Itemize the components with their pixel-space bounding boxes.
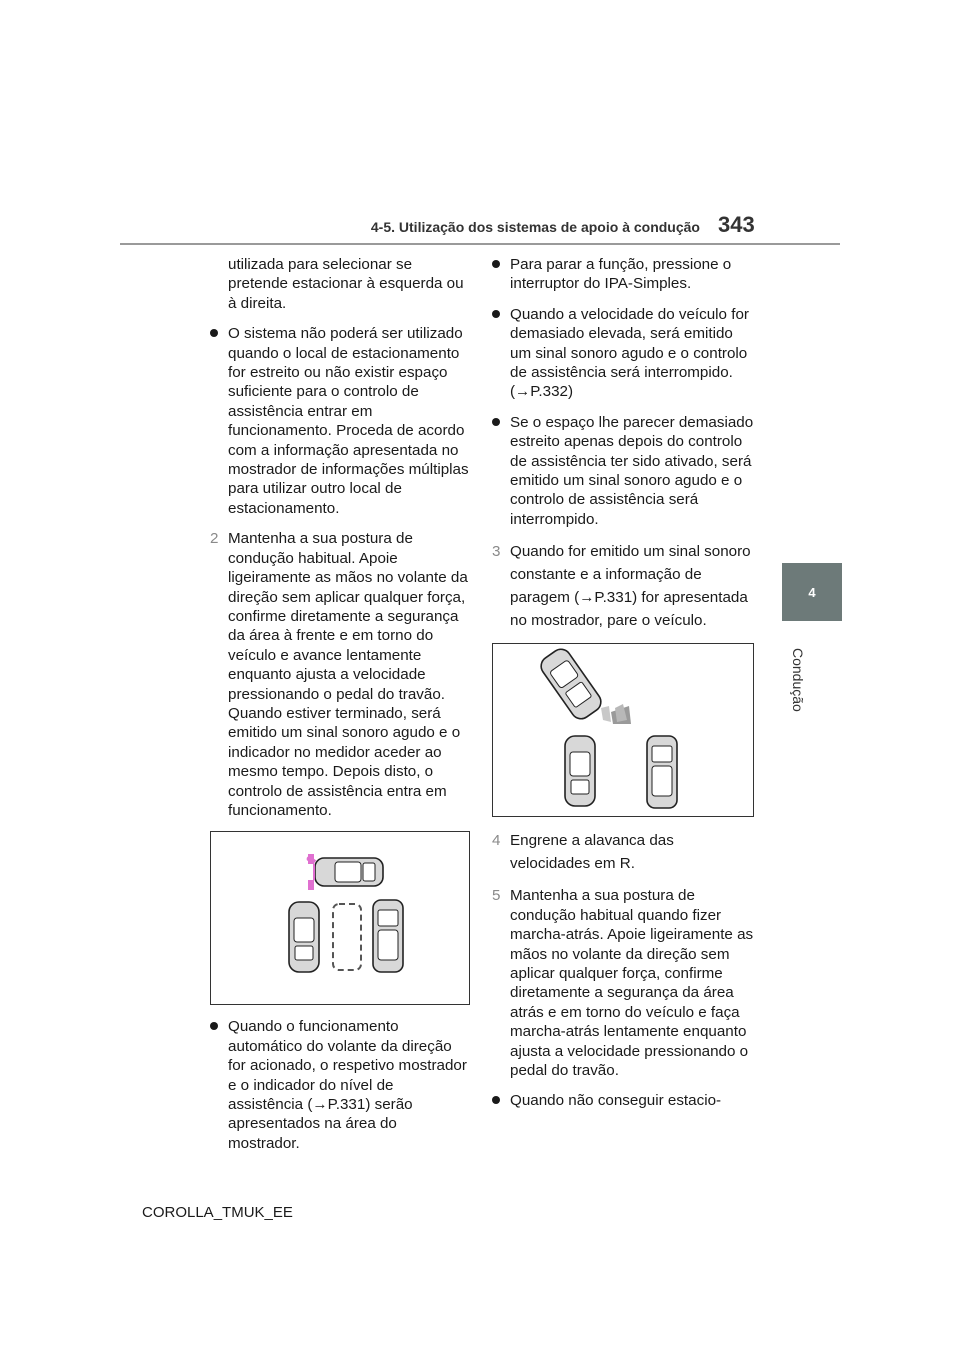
step-number: 5 [492, 887, 501, 905]
bullet-item [492, 1091, 754, 1110]
bullet-dot [492, 310, 500, 318]
bullet-dot [492, 418, 500, 426]
step-text: Mantenha a sua postura de condução habitual. Apoie ligeiramente as mãos no volante da direção sem aplicar qualquer força, confirme diretamente a segurança da área à frente e em torno do veículo e avance lentamente enquanto ajusta a velocidade pressionando o pedal do travão. Quando estiver terminado, será emitido um sinal sonoro agudo e o indicador no medidor aceder ao mesmo tempo. Depois disto, o controlo de assistência entra em funcionamento. [228, 530, 468, 819]
chapter-label: Condução [790, 648, 806, 712]
bullet-text: Quando o funcionamento automático do volante da direção for acionado, o respetivo mostrador e o indicador do nível de assistência (→P.331) serão apresentados na área do mostrador. [228, 1018, 467, 1152]
bullet-item [492, 413, 754, 529]
bullet-item [210, 1017, 470, 1153]
continued-paragraph: utilizada para selecionar se pretende estacionar à esquerda ou à direita. [228, 256, 464, 312]
bullet-text: Para parar a função, pressione o interruptor do IPA-Simples. [510, 256, 732, 293]
stop-direction-arrows [601, 704, 631, 724]
bullet-text: Quando a velocidade do veículo for demasiado elevada, será emitido um sinal sonoro agudo e o controlo de assistência será interrompido. (→P.332) [510, 305, 749, 401]
parking-illustration-forward [210, 831, 470, 1005]
bullet-item [492, 255, 754, 294]
document-code: COROLLA_TMUK_EE [142, 1204, 293, 1221]
parked-car-left-icon [565, 736, 595, 806]
bullet-dot [492, 260, 500, 268]
bullet-dot [210, 1022, 218, 1030]
step-item [492, 886, 754, 1080]
moving-car-icon [308, 854, 383, 890]
parking-diagram-stop [493, 644, 749, 816]
bullet-dot [492, 1096, 500, 1104]
chapter-tab[interactable] [782, 563, 842, 621]
bullet-text: O sistema não poderá ser utilizado quando o local de estacionamento for estreito ou não existir espaço suficiente para o controlo de assistência entrar em funcionamento. Proceda de acordo com a informação apresentada no mostrador de informações múltiplas para utilizar outro local de estacionamento. [228, 325, 469, 517]
chapter-number: 4 [808, 584, 816, 600]
step-text: Mantenha a sua postura de condução habitual quando fizer marcha-atrás. Apoie ligeiramente as mãos no volante da direção sem aplicar qualquer força, confirme diretamente a segurança da área atrás e em torno do veículo e faça marcha-atrás lentamente enquanto ajusta a velocidade pressionando o pedal do travão. [510, 887, 754, 1079]
step-number: 2 [210, 530, 219, 548]
bullet-text: Quando não conseguir estacio- [510, 1092, 722, 1110]
bullet-item [210, 324, 470, 518]
step-text: Quando for emitido um sinal sonoro constante e a informação de paragem (→P.331) for apresentada no mostrador, pare o veículo. [510, 543, 751, 630]
page-number: 343 [718, 212, 755, 237]
bullet-text: Se o espaço lhe parecer demasiado estreito apenas depois do controlo de assistência ter sido ativado, será emitido um sinal sonoro agudo e o controlo de assistência será interrompido. [510, 413, 754, 528]
section-title: 4-5. Utilização dos sistemas de apoio à condução [370, 219, 700, 235]
header-divider [120, 243, 840, 245]
angled-car-icon [537, 646, 605, 723]
step-item [492, 540, 754, 632]
parked-car-right-icon [647, 736, 677, 808]
target-parking-space [333, 904, 361, 970]
right-column [492, 255, 754, 1122]
bullet-item [492, 305, 754, 402]
step-text: Engrene a alavanca das velocidades em R. [510, 832, 674, 873]
step-item [210, 529, 470, 820]
parked-car-right-icon [373, 900, 403, 972]
parking-diagram-forward [211, 832, 467, 1004]
left-column [210, 255, 470, 1164]
step-number: 4 [492, 832, 501, 850]
step-number: 3 [492, 543, 501, 561]
step-item [492, 829, 754, 875]
parked-car-left-icon [289, 902, 319, 972]
parking-illustration-stop [492, 643, 754, 817]
bullet-dot [210, 329, 218, 337]
